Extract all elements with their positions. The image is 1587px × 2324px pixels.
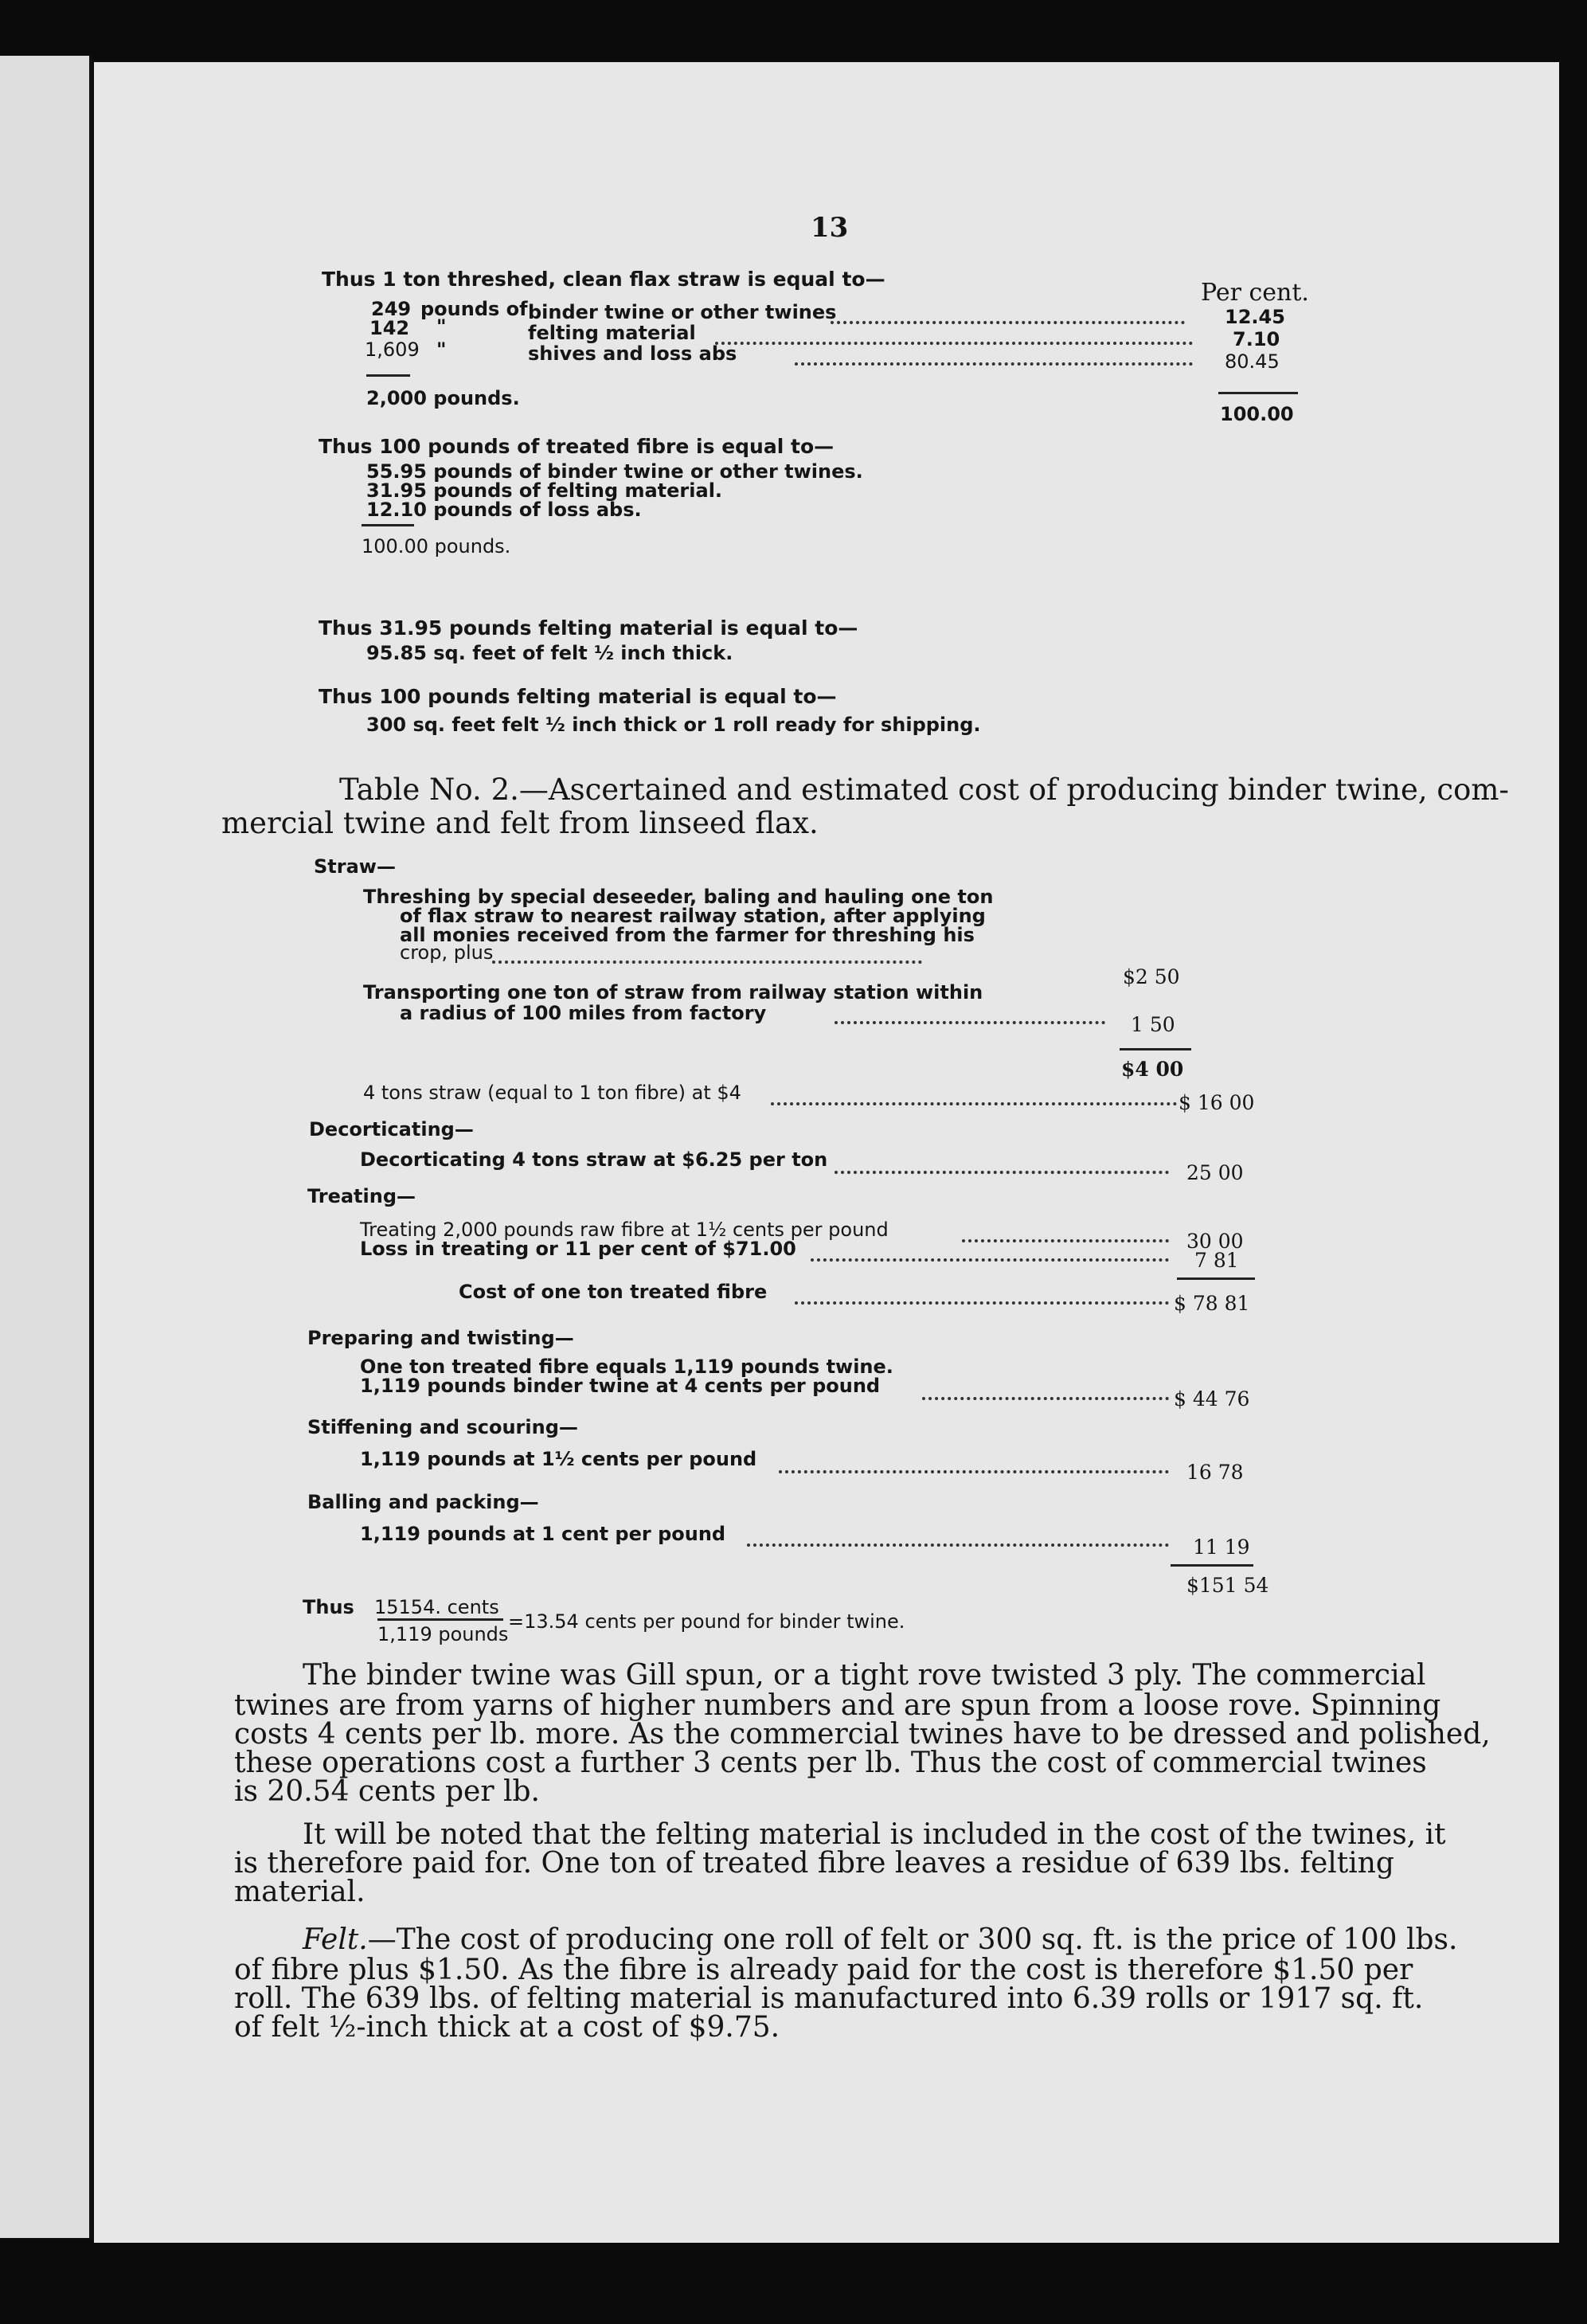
para3-line3: roll. The 639 lbs. of felting material is manufactured into 6.39 rolls or 1917 sq. ft. bbox=[234, 1982, 1424, 2015]
s3-intro: Thus 31.95 pounds felting material is equal to— bbox=[319, 616, 858, 640]
s2-line2: 31.95 pounds of felting material. bbox=[366, 479, 723, 502]
balling-amount: 11 19 bbox=[1193, 1536, 1250, 1559]
s2-line1: 55.95 pounds of binder twine or other twines. bbox=[366, 460, 863, 483]
s1-row1-unit: pounds of bbox=[420, 298, 528, 320]
para3-line1-rest: —The cost of producing one roll of felt or 300 sq. ft. is the price of 100 lbs. bbox=[367, 1923, 1458, 1956]
s1-row3-pct: 80.45 bbox=[1225, 350, 1280, 373]
fraction-bar bbox=[377, 1618, 503, 1621]
s1-row3-qty: 1,609 bbox=[365, 338, 420, 361]
para1-line3: costs 4 cents per lb. more. As the commercial twines have to be dressed and polished, bbox=[234, 1718, 1491, 1751]
straw-subtotal: $4 00 bbox=[1121, 1058, 1184, 1081]
s1-row2-pct: 7.10 bbox=[1233, 328, 1280, 350]
leader-dots bbox=[811, 1258, 1169, 1262]
four-tons-line: 4 tons straw (equal to 1 ton fibre) at $4 bbox=[363, 1082, 741, 1104]
treated-cost-line: Cost of one ton treated fibre bbox=[459, 1281, 768, 1303]
balling-label: Balling and packing— bbox=[307, 1491, 539, 1513]
leader-dots bbox=[795, 1301, 1169, 1305]
sum-rule bbox=[1177, 1277, 1255, 1280]
treating-line2: Loss in treating or 11 per cent of $71.00 bbox=[360, 1238, 796, 1260]
straw-label: Straw— bbox=[314, 855, 396, 878]
leader-dots bbox=[835, 1021, 1105, 1024]
transport-line2: a radius of 100 miles from factory bbox=[400, 1002, 767, 1024]
sum-rule bbox=[1120, 1048, 1191, 1050]
threshing-line1: Threshing by special deseeder, baling and hauling one ton bbox=[363, 886, 994, 908]
threshing-line3: all monies received from the farmer for threshing his bbox=[400, 924, 975, 946]
fraction-result: =13.54 cents per pound for binder twine. bbox=[508, 1610, 905, 1633]
page-number: 13 bbox=[811, 212, 849, 244]
treating-line1: Treating 2,000 pounds raw fibre at 1½ cents per pound bbox=[360, 1219, 889, 1241]
four-tons-amount: $ 16 00 bbox=[1179, 1091, 1255, 1114]
transport-amount: 1 50 bbox=[1131, 1013, 1175, 1036]
leader-dots bbox=[835, 1171, 1169, 1174]
decort-label: Decorticating— bbox=[309, 1118, 474, 1140]
s1-intro: Thus 1 ton threshed, clean flax straw is equal to— bbox=[322, 268, 885, 291]
para3-line1 bbox=[303, 1924, 1457, 1956]
decort-amount: 25 00 bbox=[1186, 1161, 1244, 1184]
table2-heading-line2: mercial twine and felt from linseed flax. bbox=[221, 806, 819, 840]
preparing-line2: 1,119 pounds binder twine at 4 cents per pound bbox=[360, 1375, 881, 1397]
para3-line4: of felt ½-inch thick at a cost of $9.75. bbox=[234, 2011, 780, 2044]
sum-rule bbox=[1218, 392, 1298, 394]
decort-line: Decorticating 4 tons straw at $6.25 per ton bbox=[360, 1148, 828, 1171]
preparing-label: Preparing and twisting— bbox=[307, 1327, 574, 1349]
s4-intro: Thus 100 pounds felting material is equal to— bbox=[319, 685, 837, 708]
document-page bbox=[94, 62, 1559, 2243]
adjacent-page-edge bbox=[0, 56, 92, 2238]
sum-rule bbox=[362, 524, 414, 526]
threshing-line4: crop, plus bbox=[400, 941, 494, 964]
thus-prefix: Thus bbox=[303, 1596, 354, 1618]
leader-dots bbox=[831, 321, 1185, 324]
para3-line2: of fibre plus $1.50. As the fibre is already paid for the cost is therefore $1.50 per bbox=[234, 1954, 1413, 1986]
leader-dots bbox=[922, 1397, 1169, 1400]
s2-line3: 12.10 pounds of loss abs. bbox=[366, 499, 642, 521]
s1-total: 2,000 pounds. bbox=[366, 387, 520, 409]
stiffening-amount: 16 78 bbox=[1186, 1461, 1244, 1484]
para2-line2: is therefore paid for. One ton of treated fibre leaves a residue of 639 lbs. felting bbox=[234, 1847, 1394, 1880]
transport-line1: Transporting one ton of straw from railway station within bbox=[363, 981, 983, 1004]
s1-row1-qty: 249 bbox=[371, 298, 412, 320]
stiffening-label: Stiffening and scouring— bbox=[307, 1416, 578, 1438]
s2-intro: Thus 100 pounds of treated fibre is equal to— bbox=[319, 435, 835, 458]
s1-total-pct: 100.00 bbox=[1220, 403, 1294, 425]
leader-dots bbox=[779, 1470, 1169, 1473]
leader-dots bbox=[962, 1239, 1169, 1242]
leader-dots bbox=[492, 961, 922, 964]
treated-cost-amount: $ 78 81 bbox=[1174, 1292, 1250, 1315]
s1-row2-qty: 142 bbox=[369, 317, 410, 339]
s3-line: 95.85 sq. feet of felt ½ inch thick. bbox=[366, 642, 733, 664]
s1-row2-item: felting material bbox=[528, 322, 696, 344]
s1-row3-item: shives and loss abs bbox=[528, 342, 737, 365]
leader-dots bbox=[771, 1102, 1177, 1105]
sum-rule bbox=[366, 374, 410, 377]
grand-total: $151 54 bbox=[1186, 1574, 1269, 1597]
preparing-line1: One ton treated fibre equals 1,119 pounds twine. bbox=[360, 1356, 893, 1378]
leader-dots bbox=[747, 1543, 1169, 1547]
fraction-numerator: 15154. cents bbox=[374, 1596, 499, 1618]
threshing-amount: $2 50 bbox=[1123, 965, 1180, 988]
s1-row1-pct: 12.45 bbox=[1225, 306, 1285, 328]
s1-row3-unit: " bbox=[436, 338, 447, 361]
s4-line: 300 sq. feet felt ½ inch thick or 1 roll ready for shipping. bbox=[366, 714, 981, 736]
s2-total: 100.00 pounds. bbox=[362, 535, 511, 558]
treating-label: Treating— bbox=[307, 1185, 416, 1207]
s1-row1-item: binder twine or other twines bbox=[528, 301, 837, 323]
threshing-line2: of flax straw to nearest railway station, after applying bbox=[400, 905, 986, 927]
leader-dots bbox=[795, 362, 1193, 366]
para2-line1: It will be noted that the felting material is included in the cost of the twines, it bbox=[303, 1818, 1446, 1851]
leader-dots bbox=[715, 342, 1193, 345]
s1-row2-unit: " bbox=[436, 315, 447, 338]
treating-amount2: 7 81 bbox=[1194, 1249, 1239, 1272]
para2-line3: material. bbox=[234, 1876, 365, 1908]
para1-line2: twines are from yarns of higher numbers and are spun from a loose rove. Spinning bbox=[234, 1689, 1441, 1722]
sum-rule bbox=[1171, 1564, 1253, 1567]
treating-amount1: 30 00 bbox=[1186, 1230, 1244, 1253]
para1-line5: is 20.54 cents per lb. bbox=[234, 1775, 540, 1808]
stiffening-line: 1,119 pounds at 1½ cents per pound bbox=[360, 1448, 757, 1470]
s1-col-header: Per cent. bbox=[1201, 279, 1309, 307]
table2-heading-line1: Table No. 2.—Ascertained and estimated cost of producing binder twine, com- bbox=[339, 773, 1510, 807]
fraction-denominator: 1,119 pounds bbox=[377, 1623, 509, 1645]
para1-line4: these operations cost a further 3 cents per lb. Thus the cost of commercial twines bbox=[234, 1747, 1427, 1779]
para1-line1: The binder twine was Gill spun, or a tight rove twisted 3 ply. The commercial bbox=[303, 1659, 1426, 1692]
felt-italic: Felt. bbox=[303, 1923, 368, 1956]
preparing-amount: $ 44 76 bbox=[1174, 1387, 1250, 1410]
balling-line: 1,119 pounds at 1 cent per pound bbox=[360, 1523, 726, 1545]
